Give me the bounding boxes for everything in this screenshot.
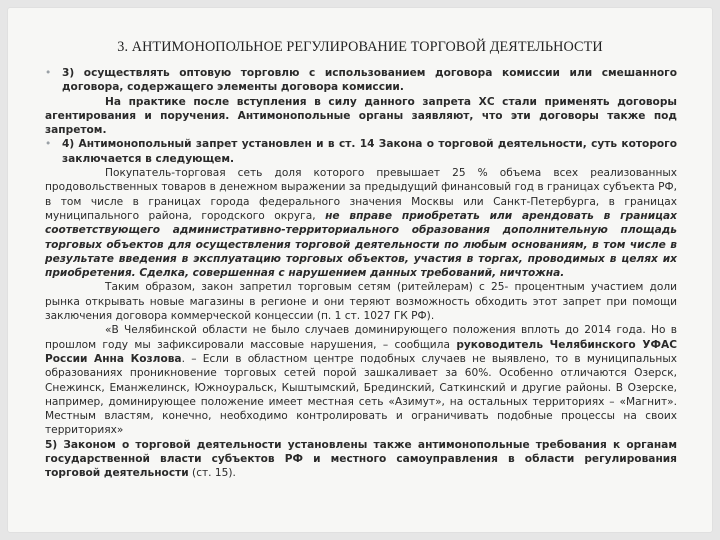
article-15-ref: (ст. 15). <box>188 467 236 480</box>
slide-body <box>45 66 677 481</box>
bullet-item-4: • 4) Антимонопольный запрет установлен и в ст. 14 Закона о торговой деятельности, суть которого заключается в следующем. <box>45 137 677 166</box>
quote-speaker: руководитель Челябинского УФАС России Анна Козлова <box>45 338 678 365</box>
article-15-text: 5) Законом о торговой деятельности установлены также антимонопольные требования к органам государственной власти субъектов РФ и местного самоуправления в области регулирования торговой деятельности <box>45 438 677 480</box>
paragraph-conclusion: Таким образом, закон запретил торговым сетям (ритейлерам) с 25- процентным участием доли рынка открывать новые магазины в регионе и они теряют возможность обходить этот запрет при помощи заключения договора коммерческой концессии (п. 1 ст. 1027 ГК РФ). <box>45 281 677 323</box>
paragraph-agency: На практике после вступления в силу данного запрета ХС стали применять договоры агентирования и поручения. Антимонопольные органы заявляют, что эти договоры также под запретом. <box>45 95 677 137</box>
article-14-text: Покупатель-торговая сеть доля которого превышает 25 % объема всех реализованных продовольственных товаров в денежном выражении за предыдущий финансовый год в границах субъекта РФ, в том числе в границах города федерального значения Москвы или Санкт-Петербурга, в границах муниципального района, городского округа, <box>45 167 677 222</box>
slide <box>8 8 712 532</box>
article-14-emphasis: не вправе приобретать или арендовать в границах соответствующего административно-территориального образования дополнительную площадь торговых объектов для осуществления торговой деятельности по любым основаниям, в том числе в результате введения в эксплуатацию торговых объектов, участия в торгах, проводимых в целях их приобретения. Сделка, совершенная с нарушением данных требований, ничтожна. <box>45 209 677 280</box>
paragraph-article-15 <box>45 438 677 481</box>
quote-text-rest: . – Если в областном центре подобных случаев не выявлено, то в муниципальных образованиях проникновение торговых сетей порой зашкаливает за 60%. Особенно отличаются Озерск, Снежинск, Еманжелинск, Южноуральск, Кыштымский, Брединский, Саткинский и другие районы. В Озерске, например, доминирующее положение имеет местная сеть «Азимут», на остальных территориях – «Магнит». Местным властям, конечно, необходимо контролировать и ограничивать подобные процессы на своих территориях» <box>45 352 677 437</box>
bullet-item-3: • 3) осуществлять оптовую торговлю с использованием договора комиссии или смешанного договора, содержащего элементы договора комиссии. <box>45 66 677 95</box>
paragraph-quote <box>45 323 677 437</box>
paragraph-article-14 <box>45 166 677 280</box>
slide-title: 3. АНТИМОНОПОЛЬНОЕ РЕГУЛИРОВАНИЕ ТОРГОВОЙ ДЕЯТЕЛЬНОСТИ <box>117 39 603 55</box>
quote-text-start: «В Челябинской области не было случаев доминирующего положения вплоть до 2014 года. Но в прошлом году мы зафиксировали массовые нарушения, – сообщила <box>45 324 677 351</box>
